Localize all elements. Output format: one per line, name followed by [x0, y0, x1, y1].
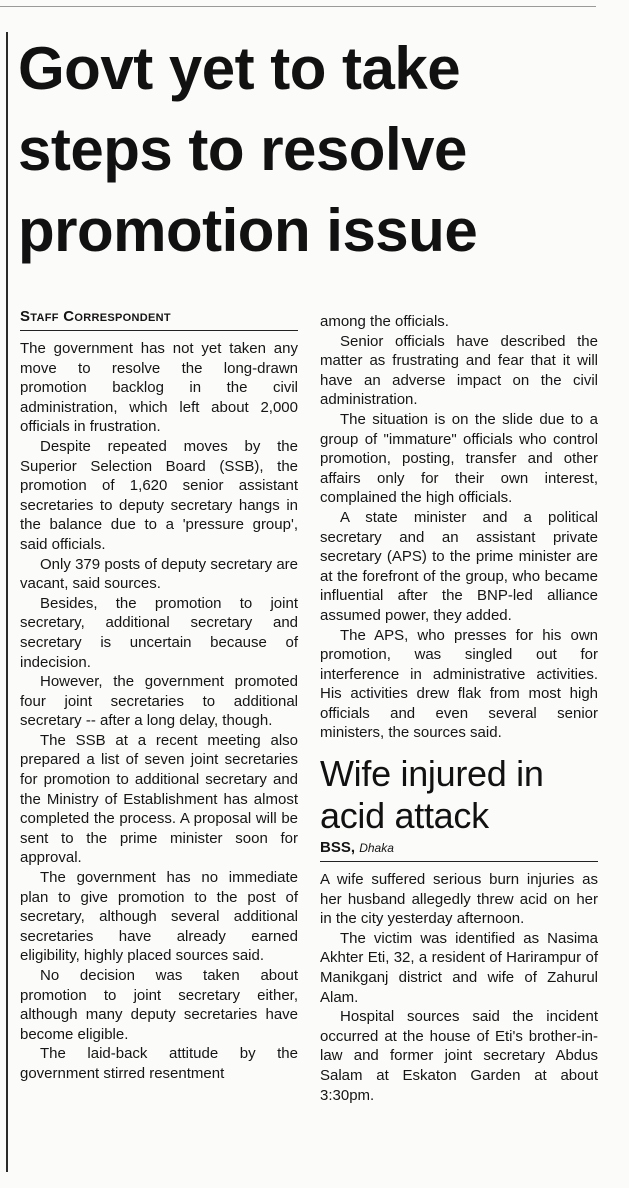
main-paragraph: The situation is on the slide due to a group of "immature" officials who control promotion, posting, transfer and other affairs only for their own interest, complained the high officials. [320, 410, 598, 507]
main-paragraph: The laid-back attitude by the government stirred resentment [20, 1045, 298, 1082]
second-paragraph: A wife suffered serious burn injuries as her husband allegedly threw acid on her in the city yesterday afternoon. [320, 871, 598, 928]
main-paragraph: A state minister and a political secretary and an assistant private secretary (APS) to the prime minister are at the forefront of the group, who became influential after the BNP-led alliance assumed power, they added. [320, 508, 598, 624]
main-story-right-column [320, 312, 598, 1105]
second-byline-agency: BSS, [320, 839, 356, 857]
main-headline: Govt yet to take steps to resolve promotion issue [18, 35, 478, 264]
main-paragraph: Senior officials have described the matter as frustrating and fear that it will have an adverse impact on the civil administration. [320, 332, 598, 409]
top-rule [0, 6, 596, 7]
second-byline [320, 839, 598, 862]
main-paragraph: Despite repeated moves by the Superior Selection Board (SSB), the promotion of 1,620 senior assistant secretaries to deputy secretary hangs in the balance due to a 'pressure group', said officials. [20, 437, 298, 553]
main-byline: Staff Correspondent [20, 308, 298, 331]
main-paragraph: However, the government promoted four joint secretaries to additional secretary -- after a long delay, though. [20, 673, 298, 730]
main-paragraph: No decision was taken about promotion to joint secretary either, although many deputy secretaries have become eligible. [20, 967, 298, 1043]
main-paragraph: Besides, the promotion to joint secretary, additional secretary and secretary is uncertain because of indecision. [20, 594, 298, 671]
second-headline: Wife injured in acid attack [320, 753, 544, 837]
second-paragraph: The victim was identified as Nasima Akhter Eti, 32, a resident of Harirampur of Manikganj district and wife of Zahurul Alam. [320, 929, 598, 1006]
main-paragraph: among the officials. [320, 313, 449, 330]
second-paragraph: Hospital sources said the incident occurred at the house of Eti's brother-in-law and former joint secretary Abdus Salam at Eskaton Garden at about 3:30pm. [320, 1008, 598, 1104]
main-paragraph: The APS, who presses for his own promotion, was singled out for interference in administrative activities. His activities drew flak from most high officials and even several senior ministers, the sources said. [320, 626, 598, 742]
second-byline-place: Dhaka [359, 841, 394, 856]
left-column-rule [6, 32, 8, 1172]
main-paragraph: The government has no immediate plan to give promotion to the post of secretary, although several additional secretaries have already earned eligibility, highly placed sources said. [20, 869, 298, 965]
main-story-left-column [20, 306, 298, 1084]
main-paragraph: The SSB at a recent meeting also prepared a list of seven joint secretaries for promotion to additional secretary and the Ministry of Establishment has almost completed the process. A proposal will be sent to the prime minister soon for approval. [20, 731, 298, 867]
main-paragraph: Only 379 posts of deputy secretary are vacant, said sources. [20, 555, 298, 593]
main-paragraph: The government has not yet taken any move to resolve the long-drawn promotion backlog in the civil administration, which left about 2,000 officials in frustration. [20, 340, 298, 436]
